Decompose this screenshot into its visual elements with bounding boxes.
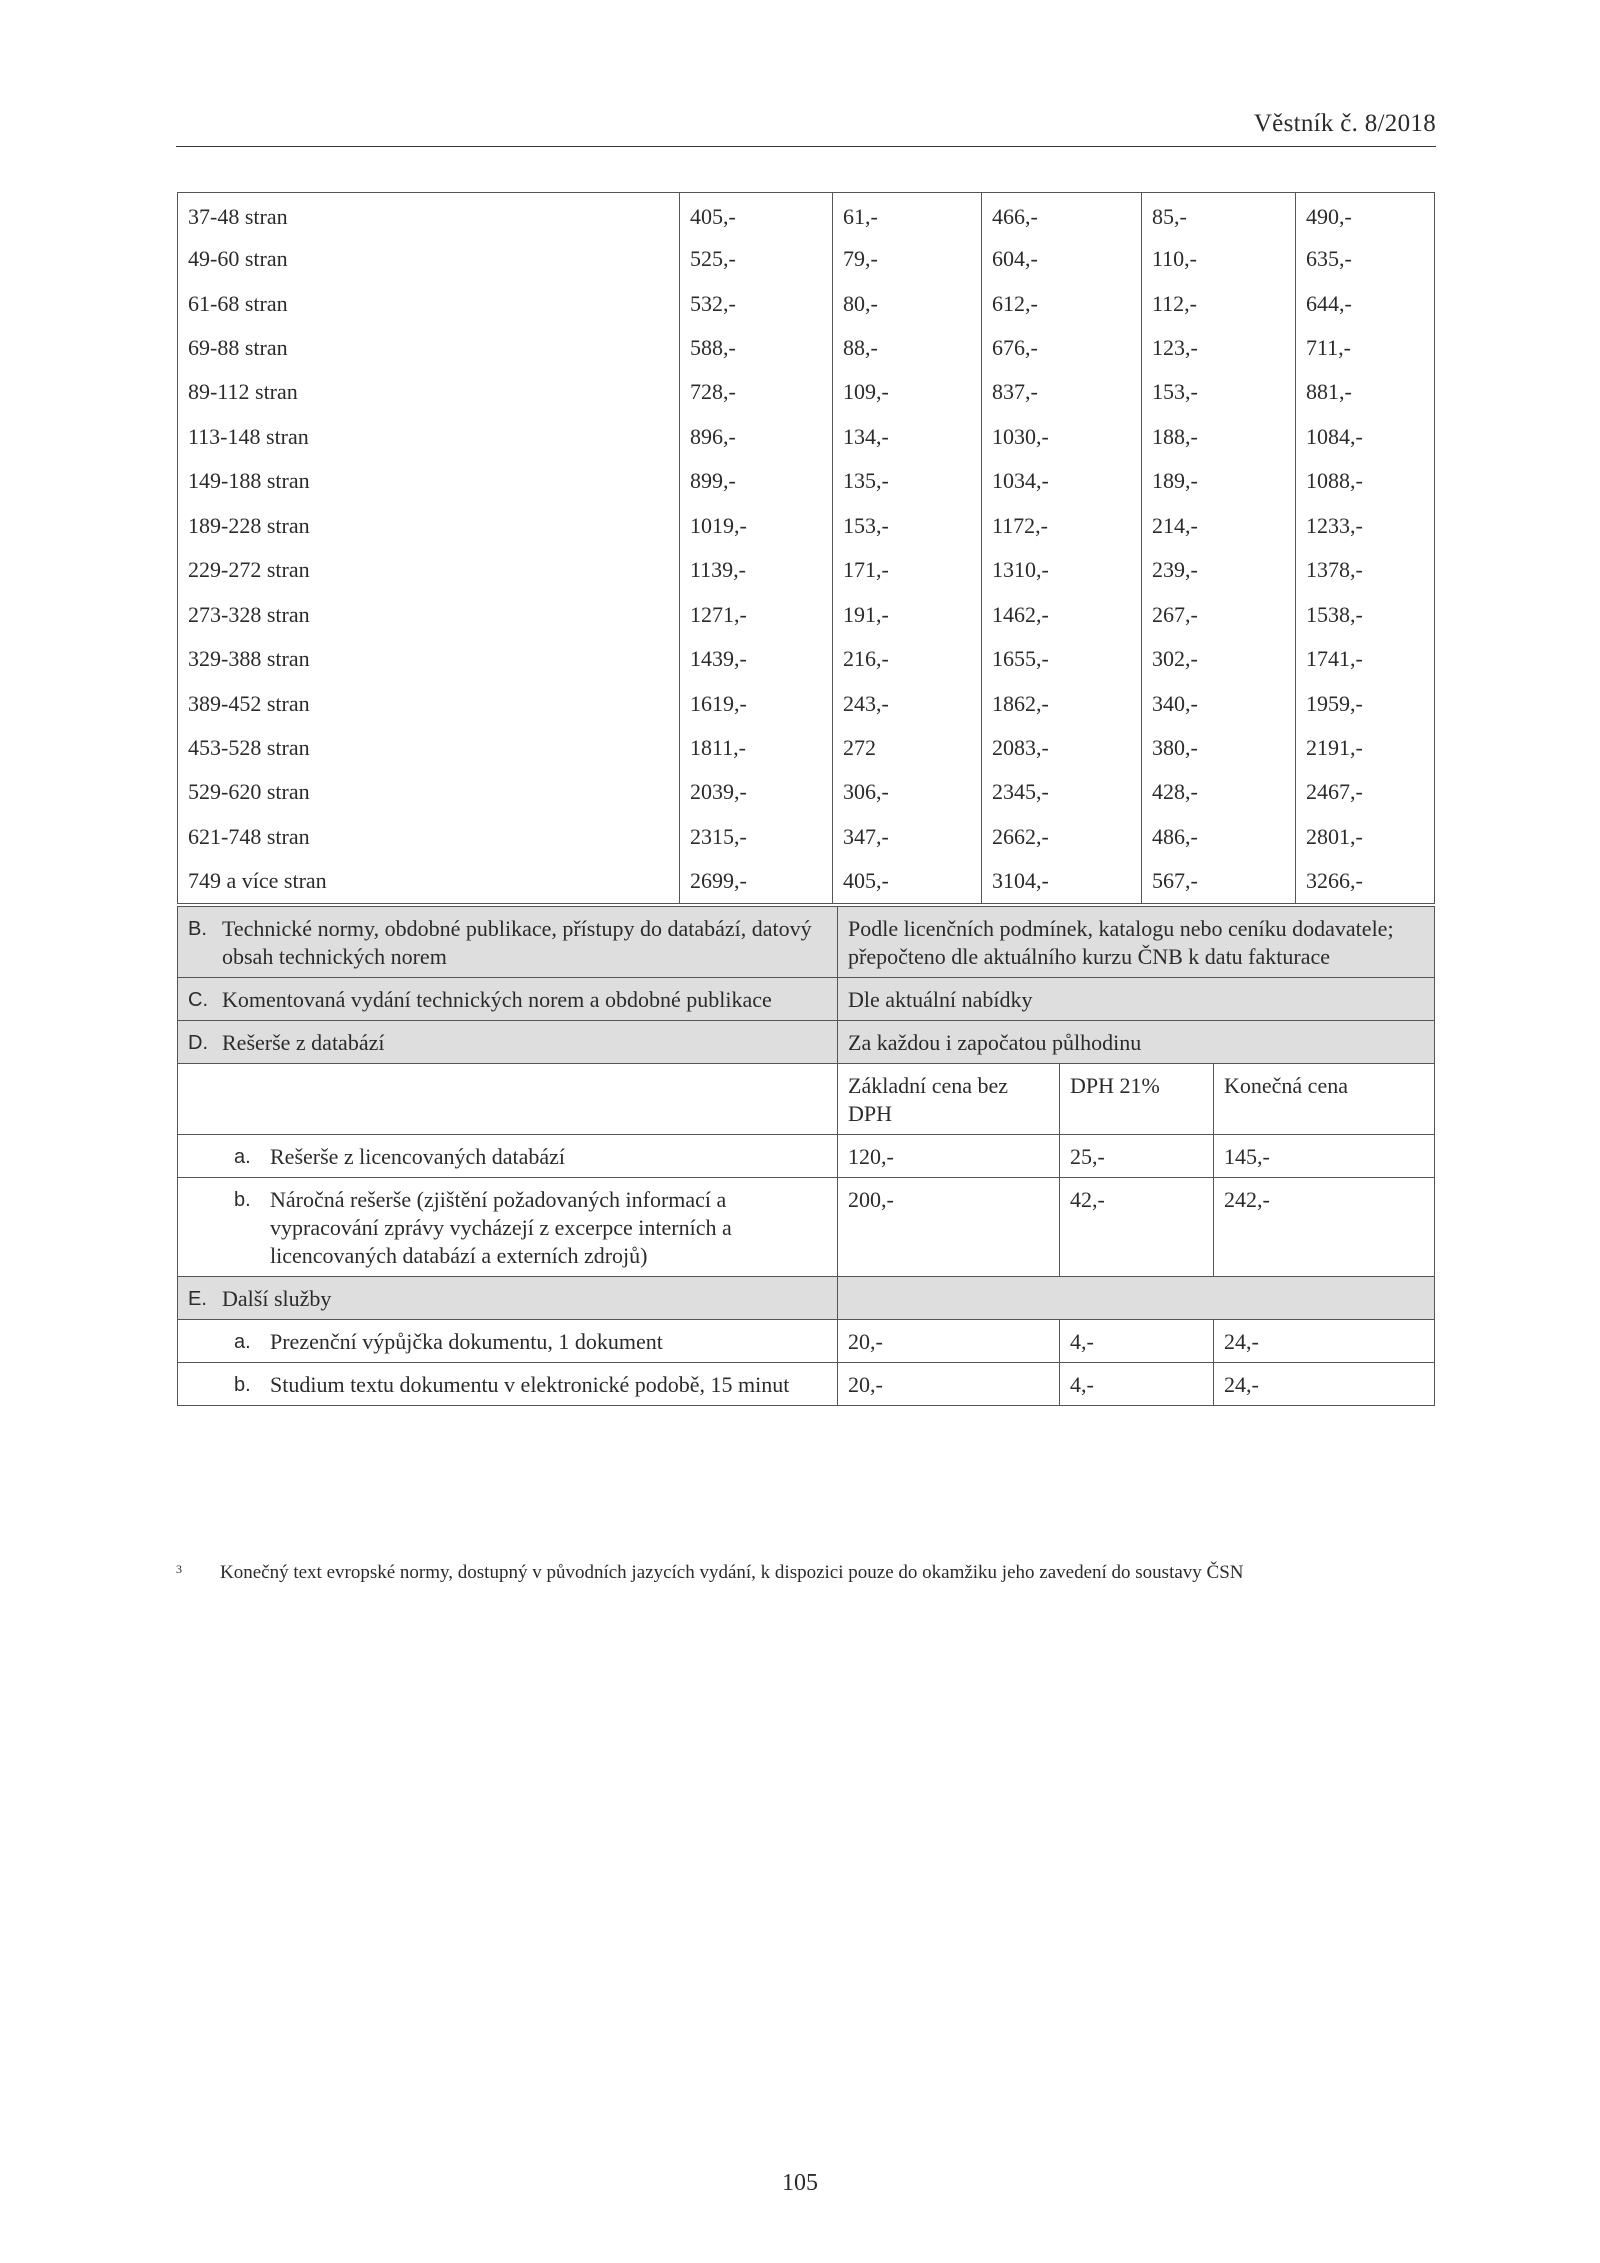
service-d-marker: D. <box>188 1032 208 1054</box>
price-cell: 340,- <box>1142 681 1296 725</box>
price-cell: 153,- <box>1142 370 1296 414</box>
price-cell: 1655,- <box>982 637 1142 681</box>
price-cell: 302,- <box>1142 637 1296 681</box>
item-marker: a. <box>234 1331 251 1353</box>
item-base-price: 20,- <box>838 1320 1060 1363</box>
page-range-cell: 113-148 stran <box>188 423 309 449</box>
service-e-label-cell <box>178 1277 838 1320</box>
price-cell: 1959,- <box>1296 681 1435 725</box>
item-label: Rešerše z licencovaných databází <box>270 1144 566 1169</box>
price-cell: 153,- <box>833 504 982 548</box>
service-e-item-b-label-cell <box>178 1363 838 1406</box>
price-cell: 1088,- <box>1296 459 1435 503</box>
price-cell: 347,- <box>833 815 982 859</box>
price-row <box>178 637 1435 681</box>
price-cell: 728,- <box>680 370 833 414</box>
price-row <box>178 592 1435 636</box>
item-base-price: 200,- <box>838 1178 1060 1277</box>
price-cell: 191,- <box>833 592 982 636</box>
price-cell: 272 <box>833 726 982 770</box>
service-e-item-b <box>178 1363 1435 1406</box>
service-e-marker: E. <box>188 1288 207 1310</box>
item-final-price: 145,- <box>1214 1135 1435 1178</box>
footnote-number: 3 <box>176 1562 182 1576</box>
page-range-cell: 61-68 stran <box>188 290 288 316</box>
price-row <box>178 370 1435 414</box>
header-vat: DPH 21% <box>1060 1064 1214 1135</box>
page-range-cell: 749 a více stran <box>188 868 327 894</box>
item-base-price: 120,- <box>838 1135 1060 1178</box>
price-cell: 2801,- <box>1296 815 1435 859</box>
price-row <box>178 726 1435 770</box>
price-row <box>178 504 1435 548</box>
service-e-value-empty <box>838 1277 1435 1320</box>
price-cell: 3266,- <box>1296 859 1435 903</box>
item-marker: b. <box>234 1189 251 1211</box>
price-cell: 1030,- <box>982 415 1142 459</box>
page-range-cell: 69-88 stran <box>188 335 288 361</box>
price-cell: 3104,- <box>982 859 1142 903</box>
price-cell: 109,- <box>833 370 982 414</box>
service-c-marker: C. <box>188 989 208 1011</box>
price-cell: 2662,- <box>982 815 1142 859</box>
price-cell: 123,- <box>1142 326 1296 370</box>
service-row-d <box>178 1021 1435 1064</box>
item-final-price: 24,- <box>1214 1363 1435 1406</box>
service-d-item-b-label-cell <box>178 1178 838 1277</box>
price-cell: 1862,- <box>982 681 1142 725</box>
price-row <box>178 815 1435 859</box>
price-cell: 1172,- <box>982 504 1142 548</box>
item-label: Prezenční výpůjčka dokumentu, 1 dokument <box>270 1329 663 1354</box>
service-d-value: Za každou i započatou půlhodinu <box>838 1021 1435 1064</box>
price-cell: 267,- <box>1142 592 1296 636</box>
page-range-cell: 89-112 stran <box>188 379 298 405</box>
price-cell: 189,- <box>1142 459 1296 503</box>
price-cell: 171,- <box>833 548 982 592</box>
price-cell: 80,- <box>833 281 982 325</box>
page-range-cell: 329-388 stran <box>188 646 310 672</box>
price-cell: 1019,- <box>680 504 833 548</box>
item-final-price: 242,- <box>1214 1178 1435 1277</box>
service-b-marker: B. <box>188 918 207 940</box>
item-marker: b. <box>234 1374 251 1396</box>
price-row <box>178 770 1435 814</box>
price-cell: 2699,- <box>680 859 833 903</box>
service-c-label: Komentovaná vydání technických norem a obdobné publikace <box>222 987 772 1012</box>
price-cell: 881,- <box>1296 370 1435 414</box>
page-range-cell: 621-748 stran <box>188 823 310 849</box>
price-cell: 110,- <box>1142 237 1296 281</box>
page-range-cell: 529-620 stran <box>188 779 310 805</box>
service-b-label: Technické normy, obdobné publikace, přístupy do databází, datový obsah technických norem <box>222 916 812 969</box>
item-final-price: 24,- <box>1214 1320 1435 1363</box>
price-cell: 1741,- <box>1296 637 1435 681</box>
header-base-price: Základní cena bez DPH <box>838 1064 1060 1135</box>
price-cell: 676,- <box>982 326 1142 370</box>
item-marker: a. <box>234 1146 251 1168</box>
price-row <box>178 681 1435 725</box>
price-cell: 2191,- <box>1296 726 1435 770</box>
price-row <box>178 859 1435 903</box>
price-cell: 135,- <box>833 459 982 503</box>
service-row-c <box>178 978 1435 1021</box>
service-c-value: Dle aktuální nabídky <box>838 978 1435 1021</box>
price-cell: 604,- <box>982 237 1142 281</box>
price-cell: 1439,- <box>680 637 833 681</box>
price-cell: 306,- <box>833 770 982 814</box>
item-vat: 4,- <box>1060 1363 1214 1406</box>
price-cell: 635,- <box>1296 237 1435 281</box>
price-row <box>178 326 1435 370</box>
service-d-item-a-label-cell <box>178 1135 838 1178</box>
page-number: 105 <box>782 2170 818 2196</box>
price-cell: 1139,- <box>680 548 833 592</box>
price-cell: 112,- <box>1142 281 1296 325</box>
item-vat: 25,- <box>1060 1135 1214 1178</box>
price-cell: 1619,- <box>680 681 833 725</box>
service-d-label-cell <box>178 1021 838 1064</box>
service-d-label: Rešerše z databází <box>222 1030 385 1055</box>
service-row-e <box>178 1277 1435 1320</box>
price-table-body <box>178 193 1435 904</box>
page-range-cell: 37-48 stran <box>188 203 288 229</box>
price-table <box>177 192 1435 904</box>
price-cell: 466,- <box>982 193 1142 237</box>
price-cell: 405,- <box>680 193 833 237</box>
price-cell: 711,- <box>1296 326 1435 370</box>
price-cell: 243,- <box>833 681 982 725</box>
price-cell: 532,- <box>680 281 833 325</box>
price-cell: 405,- <box>833 859 982 903</box>
price-cell: 88,- <box>833 326 982 370</box>
price-cell: 2083,- <box>982 726 1142 770</box>
page-range-cell: 273-328 stran <box>188 601 310 627</box>
footnote-text: Konečný text evropské normy, dostupný v původních jazycích vydání, k dispozici pouze do okamžiku jeho zavedení do soustavy ČSN <box>220 1562 1244 1583</box>
price-cell: 214,- <box>1142 504 1296 548</box>
price-cell: 216,- <box>833 637 982 681</box>
header-final-price: Konečná cena <box>1214 1064 1435 1135</box>
page-range-cell: 49-60 stran <box>188 246 288 272</box>
item-vat: 4,- <box>1060 1320 1214 1363</box>
item-label: Studium textu dokumentu v elektronické podobě, 15 minut <box>270 1372 790 1397</box>
page-range-cell: 189-228 stran <box>188 512 310 538</box>
price-cell: 588,- <box>680 326 833 370</box>
price-cell: 2039,- <box>680 770 833 814</box>
price-cell: 2345,- <box>982 770 1142 814</box>
bulletin-title: Věstník č. 8/2018 <box>1253 110 1436 137</box>
item-base-price: 20,- <box>838 1363 1060 1406</box>
price-cell: 490,- <box>1296 193 1435 237</box>
price-cell: 1538,- <box>1296 592 1435 636</box>
price-cell: 1271,- <box>680 592 833 636</box>
price-row <box>178 281 1435 325</box>
price-cell: 428,- <box>1142 770 1296 814</box>
price-row <box>178 237 1435 281</box>
service-e-item-a <box>178 1320 1435 1363</box>
price-cell: 896,- <box>680 415 833 459</box>
price-cell: 134,- <box>833 415 982 459</box>
price-row <box>178 193 1435 237</box>
item-vat: 42,- <box>1060 1178 1214 1277</box>
price-cell: 1034,- <box>982 459 1142 503</box>
price-cell: 79,- <box>833 237 982 281</box>
service-e-item-a-label-cell <box>178 1320 838 1363</box>
price-cell: 85,- <box>1142 193 1296 237</box>
price-cell: 188,- <box>1142 415 1296 459</box>
page-range-cell: 149-188 stran <box>188 468 310 494</box>
price-row <box>178 459 1435 503</box>
service-d-item-b <box>178 1178 1435 1277</box>
page-range-cell: 229-272 stran <box>188 557 310 583</box>
price-header-row <box>178 1064 1435 1135</box>
service-row-b <box>178 907 1435 978</box>
page-range-cell: 453-528 stran <box>188 734 310 760</box>
price-cell: 525,- <box>680 237 833 281</box>
price-cell: 1811,- <box>680 726 833 770</box>
price-cell: 644,- <box>1296 281 1435 325</box>
price-cell: 1462,- <box>982 592 1142 636</box>
service-d-item-a <box>178 1135 1435 1178</box>
price-cell: 899,- <box>680 459 833 503</box>
price-cell: 380,- <box>1142 726 1296 770</box>
price-cell: 1378,- <box>1296 548 1435 592</box>
page-header <box>176 110 1436 147</box>
price-row <box>178 415 1435 459</box>
services-table <box>177 906 1435 1406</box>
price-cell: 2315,- <box>680 815 833 859</box>
price-cell: 612,- <box>982 281 1142 325</box>
service-c-label-cell <box>178 978 838 1021</box>
price-cell: 486,- <box>1142 815 1296 859</box>
price-cell: 837,- <box>982 370 1142 414</box>
price-cell: 567,- <box>1142 859 1296 903</box>
service-e-label: Další služby <box>222 1286 332 1311</box>
price-cell: 2467,- <box>1296 770 1435 814</box>
price-row <box>178 548 1435 592</box>
item-label: Náročná rešerše (zjištění požadovaných informací a vypracování zprávy vycházejí z excerpce interních a licencovaných databází a externích zdrojů) <box>270 1187 732 1268</box>
price-cell: 239,- <box>1142 548 1296 592</box>
service-b-value: Podle licenčních podmínek, katalogu nebo ceníku dodavatele; přepočteno dle aktuálního kurzu ČNB k datu fakturace <box>838 907 1435 978</box>
service-b-label-cell <box>178 907 838 978</box>
price-cell: 1084,- <box>1296 415 1435 459</box>
price-cell: 61,- <box>833 193 982 237</box>
page-range-cell: 389-452 stran <box>188 690 310 716</box>
price-cell: 1233,- <box>1296 504 1435 548</box>
price-header-empty <box>178 1064 838 1135</box>
price-cell: 1310,- <box>982 548 1142 592</box>
